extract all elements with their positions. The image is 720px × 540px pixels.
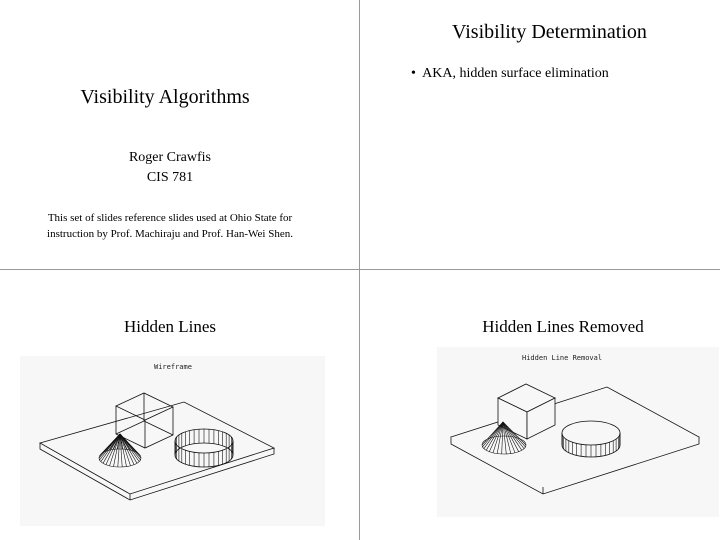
author-block	[0, 148, 340, 188]
hidden-line-removal-figure	[437, 347, 719, 517]
credit-note-line-1: This set of slides reference slides used at Ohio State for	[47, 212, 293, 224]
wireframe-figure	[20, 356, 325, 526]
wireframe-figure-label: Wireframe	[154, 363, 192, 371]
hidden-line-removal-figure-label: Hidden Line Removal	[522, 354, 603, 362]
credit-note	[0, 210, 340, 242]
bullet-text: AKA, hidden surface elimination	[422, 66, 609, 81]
slide-4-title: Hidden Lines Removed	[482, 317, 644, 336]
slide-1-title: Visibility Algorithms	[80, 86, 250, 108]
slide-2-title: Visibility Determination	[452, 21, 647, 43]
bullet-marker: •	[411, 66, 416, 81]
course-code: CIS 781	[146, 170, 194, 185]
slide-3-title: Hidden Lines	[123, 317, 217, 336]
vertical-divider	[359, 0, 360, 540]
author-name: Roger Crawfis	[128, 150, 212, 165]
bullet-item	[411, 66, 609, 82]
credit-note-line-2: instruction by Prof. Machiraju and Prof. Han-Wei Shen.	[47, 228, 293, 240]
horizontal-divider	[0, 269, 720, 270]
